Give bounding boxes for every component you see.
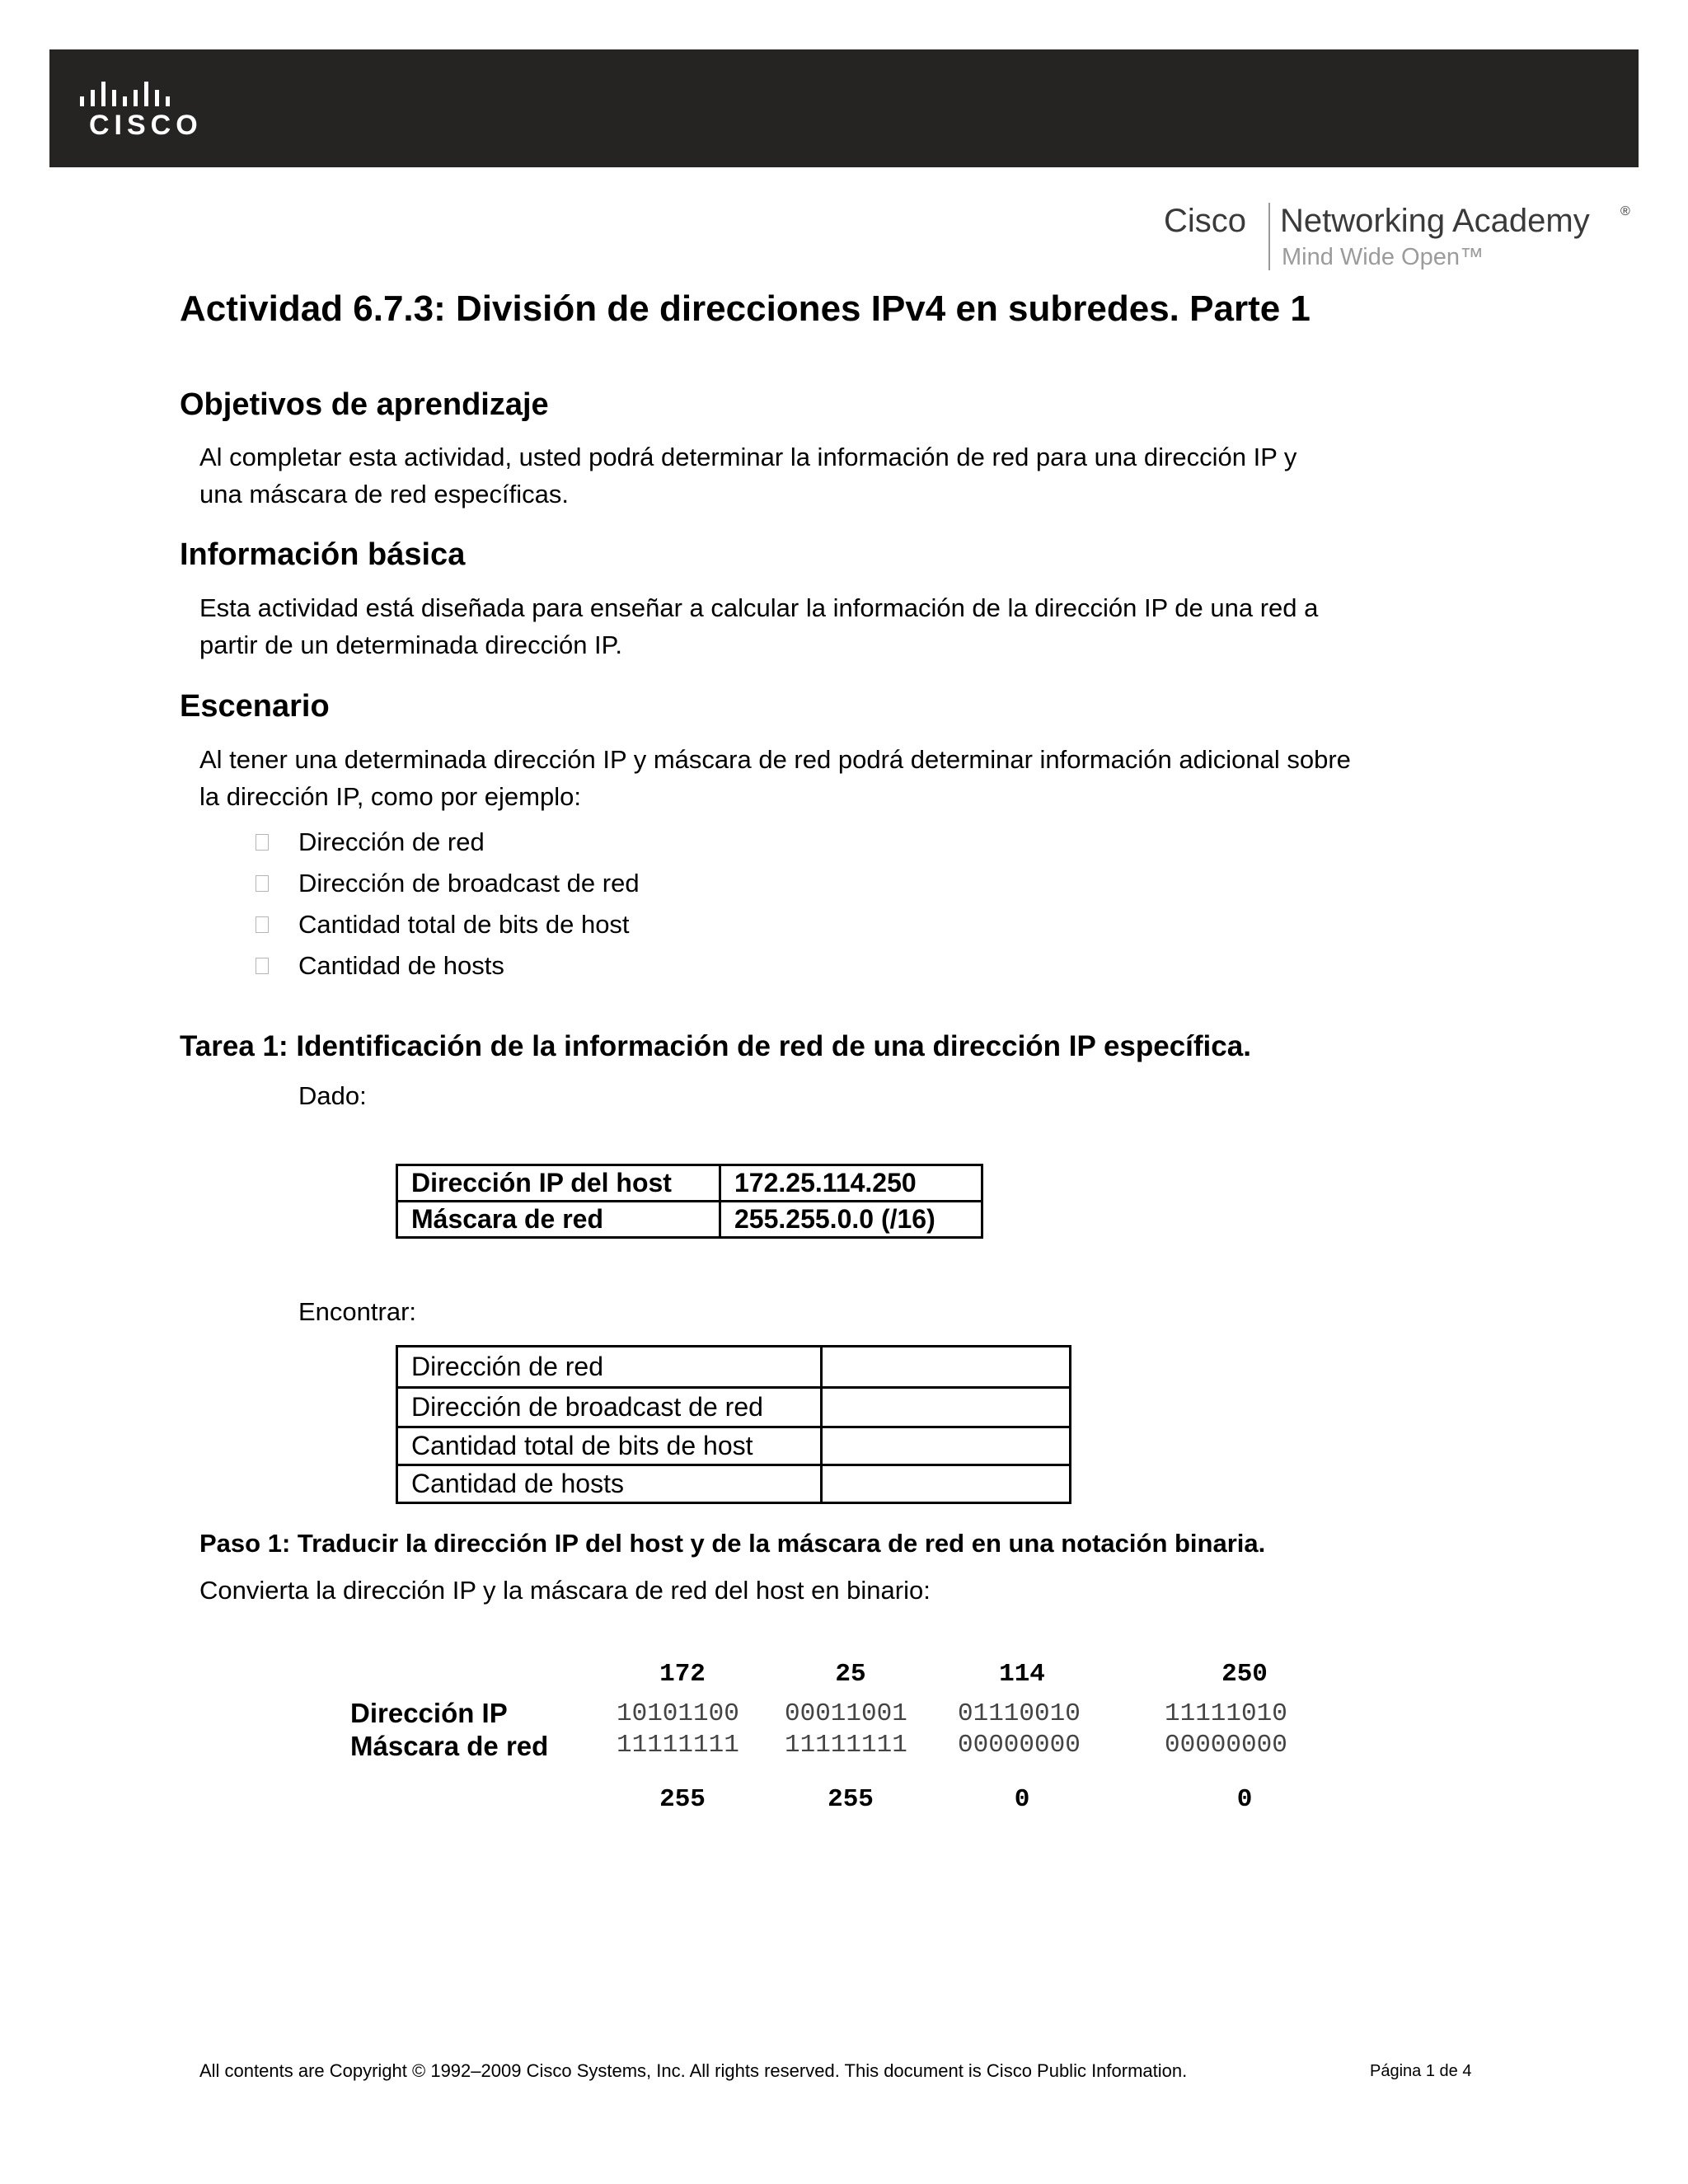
mask-octet-2: 255: [828, 1785, 874, 1814]
escenario-line-1: Al tener una determinada dirección IP y máscara de red podrá determinar información adicional sobre: [199, 745, 1351, 774]
mask-bits-2: 11111111: [785, 1731, 907, 1760]
heading-objetivos: Objetivos de aprendizaje: [180, 387, 549, 422]
ip-bits-1: 10101100: [617, 1699, 739, 1728]
table-cell: Cantidad de hosts: [397, 1465, 822, 1503]
escenario-line-2: la dirección IP, como por ejemplo:: [199, 782, 581, 811]
list-item: Cantidad de hosts: [298, 951, 504, 981]
header-bar: [49, 49, 1639, 167]
mask-label: Máscara de red: [350, 1731, 549, 1761]
brand-tagline: Mind Wide Open™: [1282, 244, 1484, 270]
mask-octet-3: 0: [1014, 1785, 1030, 1814]
table-cell: 255.255.0.0 (/16): [720, 1202, 982, 1238]
ip-bits-2: 00011001: [785, 1699, 907, 1728]
bullet-box-icon: [256, 875, 269, 892]
table-row: [397, 1388, 1071, 1427]
objetivos-line-2: una máscara de red específicas.: [199, 480, 570, 509]
informacion-line-2: partir de un determinada dirección IP.: [199, 630, 622, 659]
brand-academy-text: Networking Academy: [1280, 203, 1590, 239]
ip-bits-4: 11111010: [1165, 1699, 1287, 1728]
ip-octet-2: 25: [835, 1660, 866, 1689]
document-title: Actividad 6.7.3: División de direcciones IPv4 en subredes. Parte 1: [180, 288, 1311, 329]
table-cell: Dirección de red: [397, 1347, 822, 1388]
dado-label: Dado:: [298, 1081, 367, 1110]
answer-cell: [822, 1388, 1071, 1427]
answer-cell: [822, 1465, 1071, 1503]
ip-octet-4: 250: [1221, 1660, 1268, 1689]
mask-bits-4: 00000000: [1165, 1731, 1287, 1760]
ip-octet-3: 114: [999, 1660, 1045, 1689]
list-item: Cantidad total de bits de host: [298, 910, 630, 940]
table-cell: Dirección de broadcast de red: [397, 1388, 822, 1427]
informacion-line-1: Esta actividad está diseñada para enseñar a calcular la información de la dirección IP de una red a: [199, 593, 1319, 622]
escenario-text: [199, 741, 1485, 815]
ip-octet-1: 172: [659, 1660, 706, 1689]
mask-octet-1: 255: [659, 1785, 706, 1814]
ip-bits-3: 01110010: [958, 1699, 1081, 1728]
mask-bits-1: 11111111: [617, 1731, 739, 1760]
bullet-box-icon: [256, 916, 269, 933]
answer-cell: [822, 1347, 1071, 1388]
answer-cell: [822, 1427, 1071, 1465]
objetivos-text: [199, 438, 1485, 513]
brand-registered-mark: ®: [1620, 204, 1630, 218]
heading-escenario: Escenario: [180, 689, 330, 724]
table-cell: Cantidad total de bits de host: [397, 1427, 822, 1465]
bullet-box-icon: [256, 834, 269, 851]
given-table: [396, 1164, 983, 1239]
mask-octet-4: 0: [1236, 1785, 1253, 1814]
table-cell: Máscara de red: [397, 1202, 720, 1238]
encontrar-label: Encontrar:: [298, 1297, 417, 1326]
heading-paso-1: Paso 1: Traducir la dirección IP del host y de la máscara de red en una notación binaria.: [199, 1529, 1266, 1558]
cisco-logo-text: CISCO: [89, 110, 203, 141]
heading-informacion-basica: Información básica: [180, 537, 466, 572]
table-row: [397, 1165, 982, 1202]
heading-tarea-1: Tarea 1: Identificación de la información de red de una dirección IP específica.: [180, 1030, 1251, 1062]
convierta-text: Convierta la dirección IP y la máscara de red del host en binario:: [199, 1576, 931, 1605]
footer-copyright: All contents are Copyright © 1992–2009 Cisco Systems, Inc. All rights reserved. This document is Cisco Public Information.: [199, 2060, 1188, 2081]
table-row: [397, 1465, 1071, 1503]
page-number: Página 1 de 4: [1370, 2062, 1472, 2080]
table-cell: 172.25.114.250: [720, 1165, 982, 1202]
list-item: Dirección de red: [298, 827, 485, 857]
table-cell: Dirección IP del host: [397, 1165, 720, 1202]
mask-bits-3: 00000000: [958, 1731, 1081, 1760]
table-row: [397, 1347, 1071, 1388]
bullet-box-icon: [256, 958, 269, 974]
brand-divider: [1268, 203, 1270, 270]
ip-label: Dirección IP: [350, 1698, 508, 1728]
list-item: Dirección de broadcast de red: [298, 869, 640, 898]
brand-cisco-text: Cisco: [1164, 203, 1247, 239]
informacion-text: [199, 589, 1485, 663]
table-row: [397, 1202, 982, 1238]
objetivos-line-1: Al completar esta actividad, usted podrá determinar la información de red para una dirección IP y: [199, 443, 1297, 471]
find-table: [396, 1345, 1071, 1504]
table-row: [397, 1427, 1071, 1465]
